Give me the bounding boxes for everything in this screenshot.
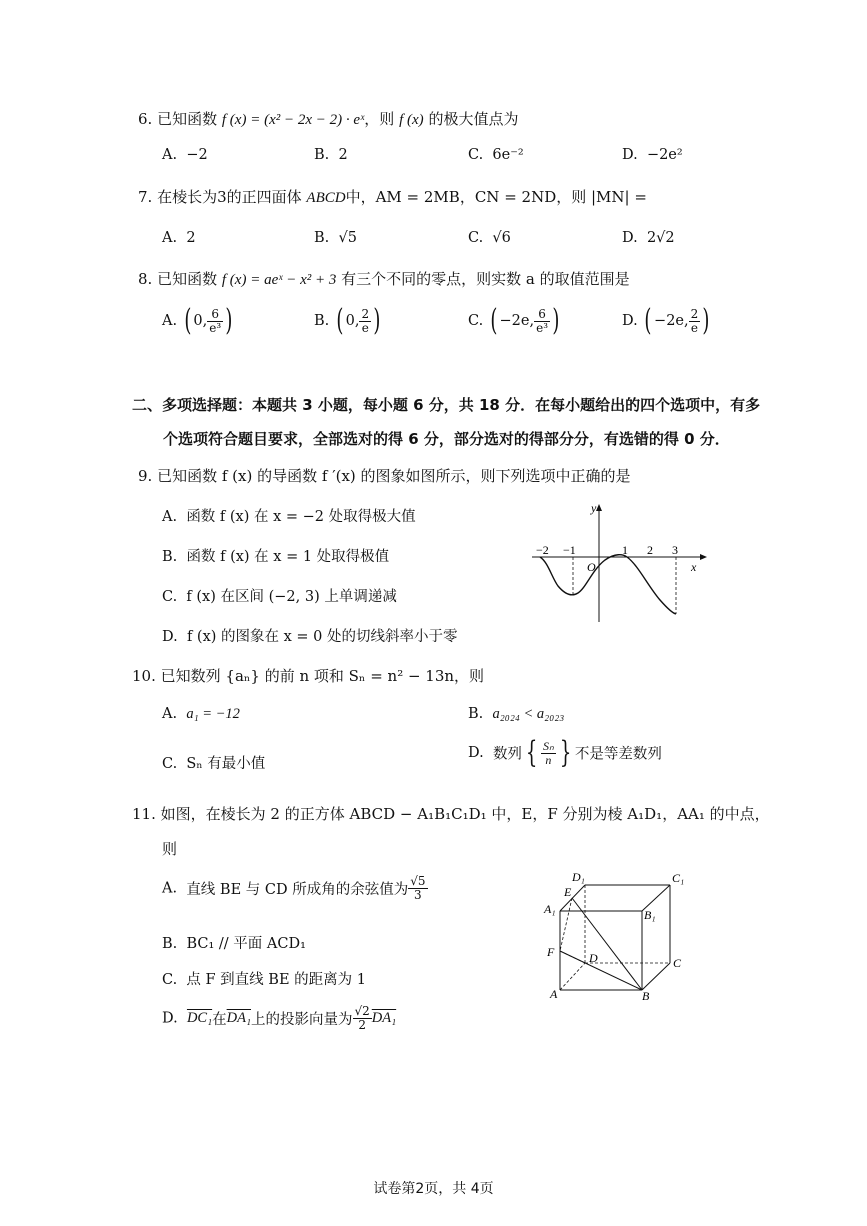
q6-text: 已知函数 [157,110,218,128]
question-number: 7. [138,188,153,206]
q8-text: 已知函数 [157,270,218,288]
q10-text: 已知数列 {aₙ} 的前 n 项和 Sₙ = n² − 13n，则 [160,667,485,685]
section-2-heading-line1: 二、多项选择题：本题共 3 小题，每小题 6 分，共 18 分．在每小题给出的四个选项中，有多 [132,396,761,414]
q8-option-a[interactable] [162,303,235,338]
left-paren: ( [644,303,652,338]
label-d1: D₁ [572,870,585,884]
q8-function: f (x) = aeˣ − x² + 3 [221,272,337,288]
numerator: 6 [534,308,550,322]
denominator: e³ [209,320,222,335]
tick-label: −1 [563,543,576,557]
numerator: √5 [410,874,426,888]
option-value: 2√2 [646,230,675,246]
q9-option-c[interactable] [162,585,397,606]
option-text-mid: 在 [212,1012,227,1028]
question-number: 9. [138,467,153,485]
option-value: −2 [186,147,208,163]
q11-option-a[interactable] [162,875,428,902]
option-value: Sₙ 有最小值 [186,756,266,772]
tick-label: 1 [622,543,628,557]
q7-cond1: 中，AM = 2MB， [345,188,475,206]
fraction [689,308,701,335]
option-value: a₁ = −12 [186,706,240,722]
question-8-stem [138,268,630,289]
q6-option-a[interactable] [162,147,208,163]
option-letter: D. [622,313,638,329]
q6-text-mid: ，则 [364,110,395,128]
label-c: C [673,956,682,970]
q10-option-d[interactable] [468,735,662,770]
denominator: n [545,752,552,767]
option-letter: C. [468,147,484,163]
question-7-stem [138,186,647,207]
edge-bc [642,963,670,990]
question-11-stem-line1 [132,803,770,824]
right-paren: ) [702,303,710,338]
label-f: F [547,945,555,959]
right-brace: } [559,735,572,770]
label-a: A [550,987,558,1001]
option-text: 点 F 到直线 BE 的距离为 1 [186,972,366,988]
question-number: 11. [132,805,156,823]
q8-option-c[interactable] [468,303,562,338]
q6-text-post: 的极大值点为 [428,110,519,128]
q6-option-d[interactable] [622,147,683,163]
q8-text-post: 有三个不同的零点，则实数 a 的取值范围是 [341,270,630,288]
q7-text: 在棱长为3的正四面体 [157,188,302,206]
option-letter: D. [162,629,178,645]
option-letter: A. [162,313,178,329]
label-b1: B₁ [644,908,656,922]
fraction [534,308,550,335]
q7-option-a[interactable] [162,230,196,246]
option-value: √6 [492,230,511,246]
fraction [207,308,223,335]
option-letter: C. [468,230,484,246]
option-letter: D. [162,1010,178,1027]
q7-cond2: CN = 2ND，则 |MN| = [474,188,647,206]
y-axis-arrow [596,504,602,511]
option-letter: A. [162,706,178,722]
left-brace: { [525,735,538,770]
option-value: √5 [338,230,357,246]
option-letter: A. [162,509,178,525]
option-letter: B. [314,147,330,163]
option-letter: B. [468,706,484,722]
option-letter: B. [162,936,178,952]
denominator: e³ [536,320,549,335]
q8-option-d[interactable] [622,303,712,338]
option-text: f (x) 的图象在 x = 0 处的切线斜率小于零 [186,629,458,645]
right-paren: ) [373,303,381,338]
label-e: E [564,885,572,899]
option-text: f (x) 在区间 (−2, 3) 上单调递减 [186,589,397,605]
option-text: 上的投影向量为 [251,1012,353,1028]
option-letter: A. [162,880,178,897]
option-letter: D. [468,745,484,761]
label-b: B [642,989,650,1003]
q11-text: 如图，在棱长为 2 的正方体 ABCD − A₁B₁C₁D₁ 中，E，F 分别为棱 A₁D₁，AA₁ 的中点， [160,805,770,823]
question-6-stem [138,108,518,129]
option-letter: C. [162,756,178,772]
left-paren: ( [336,303,344,338]
tick-label: −2 [536,543,549,557]
right-paren: ) [552,303,560,338]
option-text: BC₁ // 平面 ACD₁ [186,936,306,952]
interval-left: −2e, [654,313,689,329]
page-footer: 试卷第2页，共 4页 [373,1181,494,1197]
option-text-post: 不是等差数列 [574,746,662,763]
tick-label: 2 [647,543,653,557]
left-paren: ( [184,303,192,338]
option-value: 6e⁻² [492,147,524,163]
q9-option-d[interactable] [162,625,458,646]
y-axis-label: y [591,501,597,515]
q10-option-c[interactable] [162,752,265,773]
option-value: a₂₀₂₄ < a₂₀₂₃ [492,706,565,722]
option-letter: C. [162,972,178,988]
q6-fx: f (x) [399,112,424,128]
segment-fb [560,951,642,990]
option-letter: D. [622,147,638,163]
q9-option-b[interactable] [162,545,389,566]
x-axis-arrow [700,554,707,560]
left-paren: ( [490,303,498,338]
option-text: 数列 [492,746,522,763]
section-2-heading-line2: 个选项符合题目要求，全部选对的得 6 分，部分选对的得部分分，有选错的得 0 分． [163,430,730,448]
option-text: 函数 f (x) 在 x = −2 处取得极大值 [186,509,416,525]
segment-be [572,898,642,990]
label-c1: C₁ [672,871,685,885]
numerator: √2 [354,1004,370,1018]
right-paren: ) [225,303,233,338]
q7-solid: ABCD [306,190,346,206]
origin-label: O [587,560,596,574]
q10-option-b[interactable] [468,706,564,723]
tick-label: 3 [672,543,678,557]
q10-option-a[interactable] [162,706,240,723]
derivative-graph [530,500,710,625]
fraction [359,308,371,335]
hidden-edge-ad [560,963,585,990]
vector-da1: DA₁ [226,1010,251,1026]
fraction [541,740,556,767]
derivative-curve [540,555,676,614]
label-d: D [589,951,598,965]
fraction [353,1005,372,1032]
q6-function: f (x) = (x² − 2x − 2) · eˣ [221,112,365,128]
vector-dc1: DC₁ [186,1010,213,1026]
interval-left: 0, [345,313,360,329]
option-letter: C. [162,589,178,605]
option-text: 直线 BE 与 CD 所成角的余弦值为 [186,882,409,898]
numerator: 2 [690,306,699,321]
label-a1: A₁ [544,902,556,916]
option-letter: A. [162,147,178,163]
vector-da1-result: DA₁ [371,1010,397,1026]
numerator: 2 [361,306,370,321]
option-value: 2 [186,230,196,246]
option-text: 函数 f (x) 在 x = 1 处取得极值 [186,549,390,565]
option-letter: B. [162,549,178,565]
q6-option-c[interactable] [468,147,524,163]
question-number: 6. [138,110,153,128]
question-10-stem [132,665,484,686]
option-value: 2 [338,147,348,163]
numerator: 6 [207,308,223,322]
cube-figure [540,868,690,1008]
q7-option-b[interactable] [314,230,357,246]
q6-option-b[interactable] [314,147,348,163]
denominator: e [361,320,369,335]
x-axis-label: x [691,560,697,574]
q9-text: 已知函数 f (x) 的导函数 f ′(x) 的图象如图所示，则下列选项中正确的是 [157,467,631,485]
option-letter: B. [314,313,330,329]
segment-ef [560,898,572,951]
q7-option-c[interactable] [468,230,511,246]
interval-left: −2e, [499,313,535,329]
option-letter: A. [162,230,178,246]
option-letter: C. [468,313,484,329]
question-number: 10. [132,667,156,685]
q11-option-b[interactable] [162,932,306,953]
question-number: 8. [138,270,153,288]
denominator: e [690,320,698,335]
question-11-stem-line2: 则 [162,840,178,858]
numerator: Sₙ [543,738,554,753]
interval-left: 0, [193,313,208,329]
fraction [408,875,427,902]
q9-option-a[interactable] [162,505,416,526]
option-value: −2e² [646,147,683,163]
denominator: 2 [358,1018,366,1032]
q11-option-c[interactable] [162,968,366,989]
option-letter: B. [314,230,330,246]
option-letter: D. [622,230,638,246]
q8-option-b[interactable] [314,303,383,338]
denominator: 3 [414,888,422,902]
q7-option-d[interactable] [622,230,675,246]
question-9-stem [138,465,631,486]
q11-option-d[interactable] [162,1005,396,1032]
